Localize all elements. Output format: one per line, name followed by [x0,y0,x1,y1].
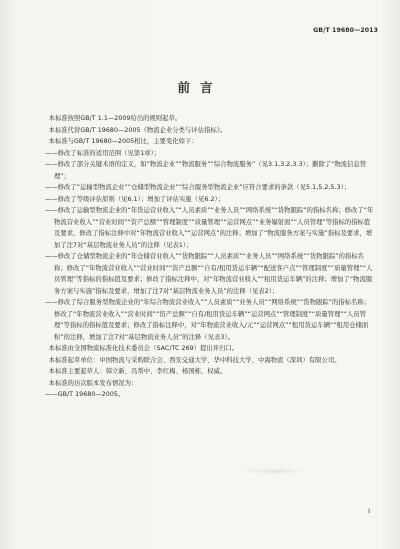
paper-mark [240,468,310,474]
paragraph: 本标准按照GB/T 1.1—2009给出的规则起草。 [48,115,182,122]
paragraph: 本标准起草单位：中国物流与采购联合会、西安交通大学、华中科技大学、中海物流（深圳）有限公司。 [48,356,341,364]
document-body [36,113,376,401]
paragraph: 本标准与GB/T 19680—2005相比，主要变化如下： [48,138,198,145]
list-item: ——修改了标准的适用范围（见第1章）； [45,149,161,157]
list-item: ——修改了综合服务型物流企业的“年综合物流营业收入”“人员素质”“业务人员”“网络系统”“货物跟踪”的指标名称；修改了“年物流营业收入”“营业时间”“资产总额”“自有/租用货运车辆”“运营网点”“管理制度”“质量管理”“人员管理”等指标的指标值及要求；修改了指标注释中，对“年物流营业收入/元”“运营网点”“租用货运车辆”“租用仓储面积”的注释，增加了注7对“基层物流业务人员”的注释（见表3）。 [45,299,371,341]
list-item: ——修改了运输型物流企业的“年货运营业收入”“人员素质”“业务人员”“网络系统”“货物跟踪”的指标名称；修改了“年物流营业收入”“营业时间”“资产总额”“管理制度”“质量管理”“运营网点”“业务辐射面”“人员管理”等指标的指标值及要求，修改了指标注释中对“年物流营业收入”“运营网点”的注释；增加了“物流服务方案与实施”指标及要求，增加了注7对“基层物流业务人员”的注释（见表1）； [45,207,374,249]
paragraph: 本标准主要起草人：韩立新、冯帮中、李红梅、杨国栋、权威。 [48,368,227,375]
paragraph: 本标准代替GB/T 19680—2005《物流企业分类与评估指标》。 [48,126,227,134]
list-item: ——修改了“运输型物流企业”“仓储型物流企业”“综合服务型物流企业”应符合要求的条款（见5.1,5.2,5.3）； [45,184,351,191]
page-title: 前言 [177,80,223,95]
standard-number: GB/T 19680—2013 [313,27,378,34]
list-item: ——修改了仓储型物流企业的“年仓储营业收入”“货物跟踪”“人员素质”“业务人员”“网络系统”“货物跟踪”的指标名称；修改了“年物流营业收入”“营业时间”“资产总额”“自有/租用货运车辆”“配送客户点”“管理制度”“质量管理”“人员管理”等指标的指标值及要求；修改了指标注释中，对“年物流营业收入”“租用货运车辆”的注释；增加了“物流服务方案与实施”指标及要求，增加了注7对“基层物流业务人员”的注释（见表2）； [45,253,373,295]
page-number: I [368,507,370,515]
list-item: ——GB/T 19680—2005。 [45,391,125,398]
list-item: ——修改了部分关键术语的定义，如“物流企业”“物流服务”“综合物流服务”（见3.1,3.2,3.3）；删除了“物流信息管理”； [45,161,367,180]
paragraph: 本标准由全国物流标准化技术委员会（SAC/TC 269）提出并归口。 [48,345,239,352]
list-item: ——修改了等级评估原则（见6.1）；增加了评估实施（见6.2）； [45,195,225,203]
paragraph: 本标准的历次版本发布情况为： [48,379,138,387]
